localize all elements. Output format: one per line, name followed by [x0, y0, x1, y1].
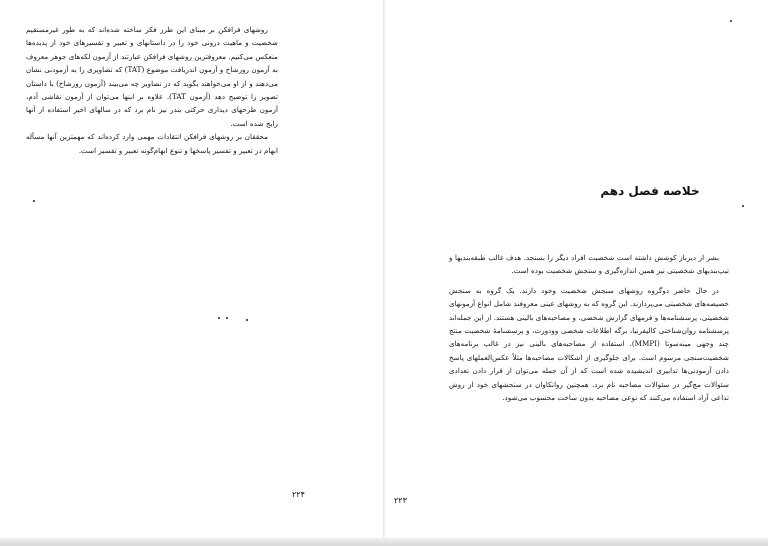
scan-speck — [742, 205, 744, 207]
scan-speck — [33, 200, 35, 202]
scan-speck — [730, 20, 732, 22]
scan-speck — [218, 317, 220, 319]
left-page-body — [26, 23, 278, 157]
page-number-right: ۲۲۳ — [394, 496, 407, 505]
scan-speck — [226, 317, 228, 319]
right-page-body — [449, 251, 729, 404]
chapter-summary-title: خلاصه فصل دهم — [600, 184, 700, 198]
scan-speck — [246, 319, 248, 321]
left-paragraph-2: محققان بر روشهای فرافکن انتقادات مهمی وارد کرده‌اند که مهمترین آنها مسأله ابهام در تعبیر و تفسیر پاسخها و تنوع ابهام‌گونه تعبیر و تفسیر است. — [26, 132, 278, 155]
right-page — [384, 0, 768, 546]
left-paragraph-1: روشهای فرافکن بر مبنای این طرز فکر ساخته شده‌اند که به طور غیرمستقیم شخصیت و ماهیت درونی خود را در داستانهای و تعبیر و تفسیرهای خود از پدیده‌ها منعکس می‌کنیم. معروفترین روشهای فرافکن عبارتند از آزمون لکه‌های جوهر معروف به آزمون رورشاخ و آزمون اندریافت موضوع (TAT) که تصاویری را به آزمودنی نشان می‌دهند و از او می‌خواهند بگوید که در تصاویر چه می‌بیند (آزمون رورشاخ) یا داستان تصویر را توضیح دهد (آزمون TAT). علاوه بر اینها می‌توان از آزمون نقاشی آدم، آزمون طرحهای دیداری حرکتی بندر نیز نام برد که در سالهای اخیر استفاده از آنها رایج شده است. — [26, 25, 279, 128]
page-number-left: ۲۲۴ — [292, 490, 305, 499]
page-bottom-edge — [0, 538, 768, 546]
right-paragraph-1: بشر از دیرباز کوشش داشته است شخصیت افراد دیگر را بسنجد. هدف غالب طبقه‌بندیها و تیپ‌بندیهای شخصیتی نیز همین اندازه‌گیری و سنجش شخصیت بوده است. — [449, 253, 729, 276]
right-paragraph-2: در حال حاضر دوگروه روشهای سنجش شخصیت وجود دارند. یک گروه به سنجش خصیصه‌های شخصیتی می‌پردازند. این گروه که به روشهای عینی معروفند شامل انواع آزمونهای شخصیتی، پرسشنامه‌ها و فرمهای گزارش شخصی، و مصاحبه‌های بالینی هستند. از این جمله‌اند پرسشنامه روان‌شناختی کالیفرنیا، برگه اطلاعات شخصی وودورث، و پرسشنامهٔ شخصیت منتج چند وجهی مینه‌سوتا (MMPI). استفاده از مصاحبه‌های بالینی نیز در غالب برنامه‌های شخصیت‌سنجی مرسوم است. برای جلوگیری از اشکالات مصاحبه‌ها مثلاً عکس‌العملهای پاسخ دادن آزمودنی‌ها تدابیری اندیشیده شده است که از آن جمله می‌توان از قرار دادن تعدادی سئوالات مچ‌گیر در سئوالات مصاحبه نام برد. همچنین روانکاوان در سنجشهای خود از روش تداعی آزاد استفاده می‌کنند که نوعی مصاحبه بدون ساخت محسوب می‌شود. — [449, 285, 729, 403]
